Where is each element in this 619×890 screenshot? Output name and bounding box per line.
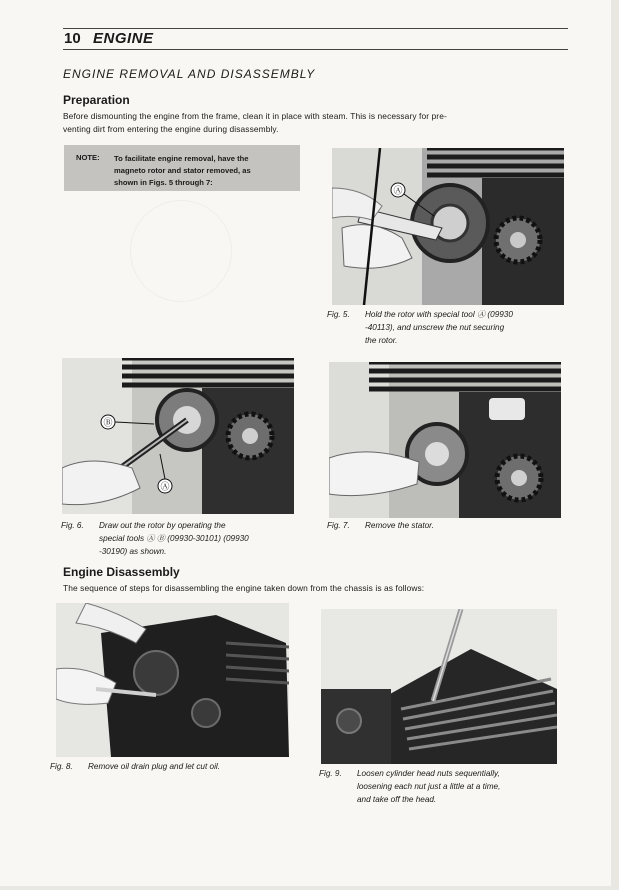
- fig9-caption-line: and take off the head.: [357, 795, 437, 804]
- fig9-caption-line: loosening each nut just a little at a time,: [357, 782, 501, 791]
- fig9-photo: [321, 609, 557, 764]
- fig5-photo: [332, 148, 564, 305]
- fig9-caption: [319, 767, 579, 806]
- note-text: [114, 153, 294, 189]
- fig6-marker-a: Ⓐ: [160, 481, 170, 492]
- fig9-label: Fig. 9.: [319, 769, 342, 778]
- fig7-caption: [327, 519, 577, 532]
- preparation-heading: Preparation: [63, 93, 130, 107]
- preparation-text-line: Before dismounting the engine from the frame, clean it in place with steam. This is necessary for pre-: [63, 111, 447, 121]
- fig7-caption-line: Remove the stator.: [365, 521, 434, 530]
- fig5-marker-a: Ⓐ: [393, 185, 403, 196]
- section-title: ENGINE REMOVAL AND DISASSEMBLY: [63, 67, 316, 81]
- disassembly-text: The sequence of steps for disassembling the engine taken down from the chassis is as follows:: [63, 583, 425, 593]
- page-number: 10: [64, 30, 81, 47]
- fig6-photo: [62, 358, 294, 514]
- note-line: magneto rotor and stator removed, as: [114, 166, 251, 175]
- preparation-text-line: venting dirt from entering the engine during disassembly.: [63, 124, 279, 134]
- fig5-label: Fig. 5.: [327, 310, 350, 319]
- fig6-caption: [61, 519, 311, 558]
- fig5-caption-line: the rotor.: [365, 336, 398, 345]
- faint-bleed-through: [130, 200, 232, 302]
- fig9-caption-line: Loosen cylinder head nuts sequentially,: [357, 769, 500, 778]
- chapter-title: ENGINE: [93, 30, 154, 47]
- note-lead: NOTE:: [76, 153, 100, 162]
- fig6-caption-line: special tools Ⓐ Ⓑ (09930-30101) (09930: [99, 534, 249, 543]
- fig8-caption: [50, 760, 310, 773]
- page-header: [63, 28, 568, 50]
- fig6-label: Fig. 6.: [61, 521, 84, 530]
- engine-disassembly-heading: Engine Disassembly: [63, 565, 180, 579]
- fig7-label: Fig. 7.: [327, 521, 350, 530]
- fig8-label: Fig. 8.: [50, 762, 73, 771]
- fig7-photo: [329, 362, 561, 518]
- note-line: To facilitate engine removal, have the: [114, 154, 249, 163]
- note-box: [64, 145, 300, 191]
- preparation-text: [63, 110, 447, 136]
- fig6-marker-b: Ⓑ: [103, 417, 113, 428]
- note-line: shown in Figs. 5 through 7:: [114, 178, 213, 187]
- fig5-caption: [327, 308, 577, 347]
- fig6-caption-line: Draw out the rotor by operating the: [99, 521, 226, 530]
- fig5-caption-line: -40113), and unscrew the nut securing: [365, 323, 505, 332]
- fig8-caption-line: Remove oil drain plug and let cut oil.: [88, 762, 220, 771]
- fig6-caption-line: -30190) as shown.: [99, 547, 167, 556]
- fig8-photo: [56, 603, 289, 757]
- fig5-caption-line: Hold the rotor with special tool Ⓐ (09930: [365, 310, 513, 319]
